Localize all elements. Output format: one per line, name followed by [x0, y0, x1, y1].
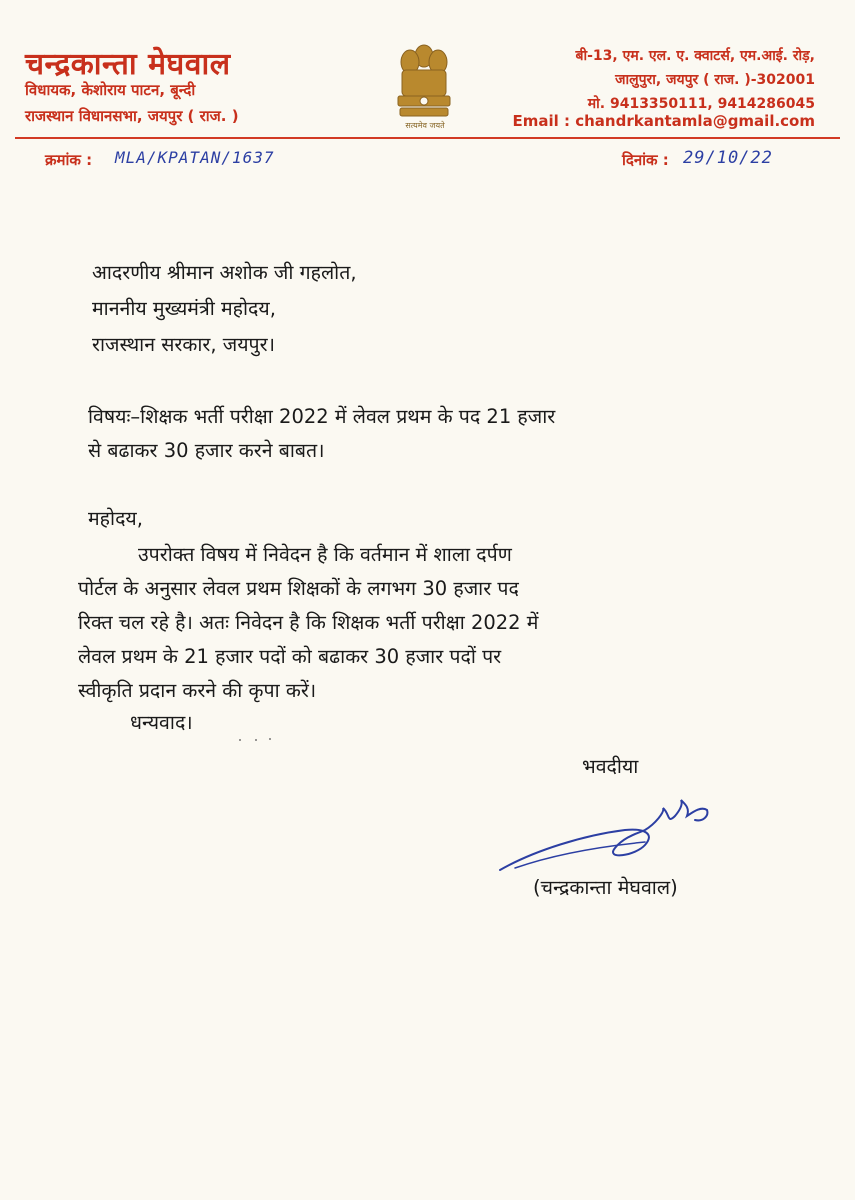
recipient-line-3: राजस्थान सरकार, जयपुर।	[92, 333, 276, 356]
recipient-line-2: माननीय मुख्यमंत्री महोदय,	[92, 297, 276, 320]
body-line-1: उपरोक्त विषय में निवेदन है कि वर्तमान में शाला दर्पण	[138, 543, 512, 566]
phone-numbers: मो. 9413350111, 9414286045	[587, 96, 815, 112]
reference-number: MLA/KPATAN/1637	[115, 148, 275, 167]
closing-text: भवदीया	[582, 755, 639, 778]
body-line-4: लेवल प्रथम के 21 हजार पदों को बढाकर 30 हजार पदों पर	[78, 645, 502, 668]
thanks-text: धन्यवाद।	[130, 711, 193, 734]
address-line-2: जालुपुरा, जयपुर ( राज. )-302001	[615, 72, 815, 88]
email-address: Email : chandrkantamla@gmail.com	[512, 112, 815, 130]
letterhead-name: चन्द्रकान्ता मेघवाल	[25, 47, 231, 82]
signatory-name: (चन्द्रकान्ता मेघवाल)	[533, 876, 678, 899]
address-line-1: बी-13, एम. एल. ए. क्वाटर्स, एम.आई. रोड़,	[575, 48, 815, 64]
recipient-line-1: आदरणीय श्रीमान अशोक जी गहलोत,	[92, 261, 357, 284]
ink-specks	[236, 737, 276, 743]
body-line-5: स्वीकृति प्रदान करने की कृपा करें।	[78, 679, 317, 702]
date-label: दिनांक :	[622, 151, 669, 169]
letterhead-assembly: राजस्थान विधानसभा, जयपुर ( राज. )	[25, 107, 239, 125]
subject-line-2: से बढाकर 30 हजार करने बाबत।	[88, 439, 325, 462]
letterhead-designation: विधायक, केशोराय पाटन, बून्दी	[25, 81, 196, 99]
subject-line-1: विषयः–शिक्षक भर्ती परीक्षा 2022 में लेवल प्रथम के पद 21 हजार	[88, 405, 556, 428]
body-line-2: पोर्टल के अनुसार लेवल प्रथम शिक्षकों के लगभग 30 हजार पद	[78, 577, 519, 600]
letterhead-divider	[15, 137, 840, 139]
body-line-3: रिक्त चल रहे है। अतः निवेदन है कि शिक्षक भर्ती परीक्षा 2022 में	[78, 611, 539, 634]
reference-label: क्रमांक :	[45, 151, 93, 169]
date-value: 29/10/22	[683, 148, 773, 168]
emblem-motto: सत्यमेव जयते	[405, 121, 445, 130]
salutation: महोदय,	[88, 507, 143, 530]
